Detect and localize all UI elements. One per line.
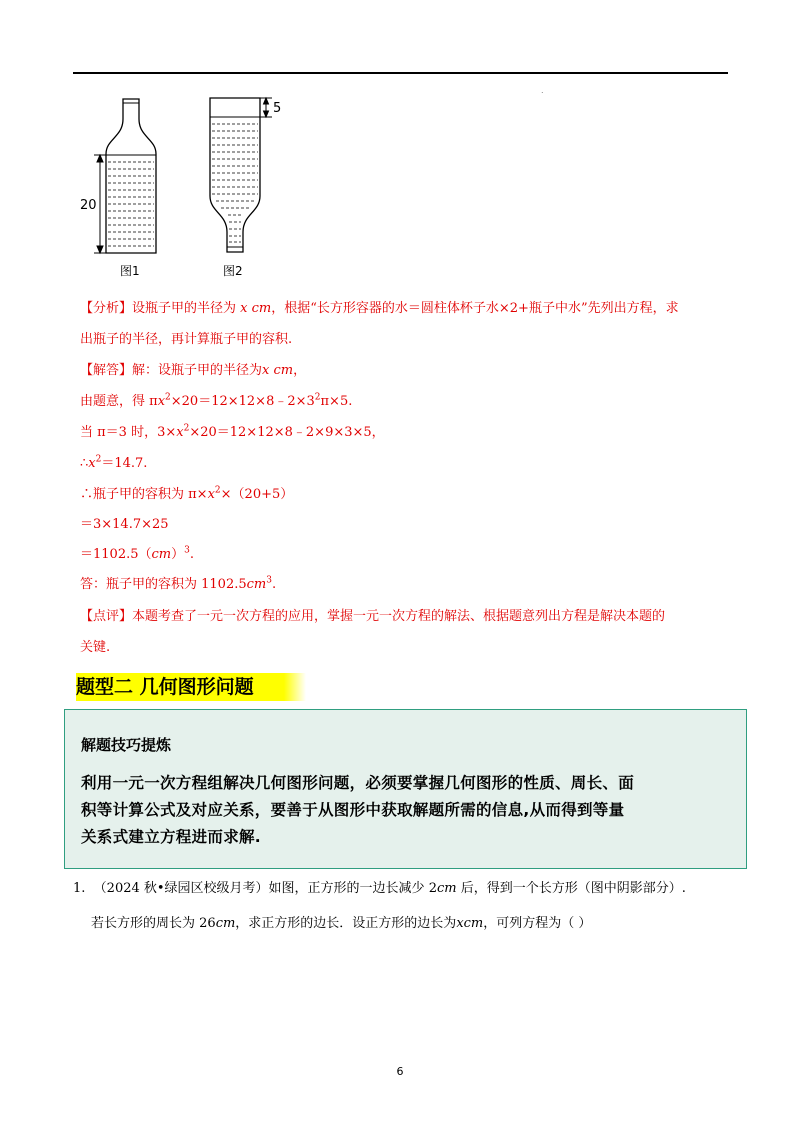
final-answer: 答：瓶子甲的容积为 $1102.5cm^3$. (80, 575, 277, 592)
question-number: 1. (73, 881, 86, 896)
caption-figure-1: 图1 (120, 264, 140, 278)
tips-box (64, 709, 747, 869)
bottle-1-water (106, 155, 156, 246)
equation-4: ∴瓶子甲的容积为 $\pi\times x^2\times(20+5)$ (80, 485, 294, 502)
bottle-diagram (80, 92, 300, 282)
comment-tag: 【点评】 (80, 609, 133, 624)
section-heading: 题型二 几何图形问题 (76, 673, 306, 701)
header-mark: . (541, 86, 544, 95)
comment-line-2: 关键. (80, 640, 111, 655)
dim-arrow-5 (260, 98, 272, 117)
analysis-line-1: 【分析】设瓶子甲的半径为 x cm，根据“长方形容器的水＝圆柱体杯子水×2+瓶子中水”先列出方程，求 (80, 301, 679, 316)
bottle-2-water (210, 117, 260, 242)
bottle-figure (80, 92, 300, 282)
comment-line-1: 【点评】本题考查了一元一次方程的应用，掌握一元一次方程的解法、根据题意列出方程是解决本题的 (80, 609, 666, 624)
dim-label-20: 20 (80, 198, 97, 213)
equation-6: ＝1102.5（cm）$^3$. (80, 545, 194, 562)
question-1-line-2: 若长方形的周长为 26cm，求正方形的边长．设正方形的边长为xcm，可列方程为（ ） (91, 916, 592, 931)
header-rule (73, 72, 728, 74)
equation-3: $\therefore x^2=14.7$. (80, 454, 148, 471)
tips-title: 解题技巧提炼 (81, 736, 172, 754)
answer-intro: 【解答】解：设瓶子甲的半径为x cm， (80, 363, 307, 378)
page-number: 6 (396, 1065, 404, 1078)
dim-label-5: 5 (273, 101, 282, 116)
analysis-tag: 【分析】 (80, 301, 133, 316)
equation-2: 当 π＝3 时，$3\times x^2\times 20=12\times 12\times 8﹣2\times 9\times 3\times 5$， (80, 423, 385, 440)
answer-tag: 【解答】 (80, 363, 133, 378)
tips-line-2: 积等计算公式及对应关系，要善于从图形中获取解题所需的信息,从而得到等量 (81, 801, 625, 819)
question-1-line-1: 1. （2024 秋•绿园区校级月考）如图，正方形的一边长减少 2cm 后，得到一个长方形（图中阴影部分）. (73, 881, 686, 896)
equation-1: 由题意，得 $\pi x^2\times 20=12\times 12\times 8﹣2\times 3^2\pi\times 5$. (80, 392, 353, 409)
tips-line-1: 利用一元一次方程组解决几何图形问题，必须要掌握几何图形的性质、周长、面 (81, 774, 635, 792)
caption-figure-2: 图2 (223, 264, 243, 278)
tips-line-3: 关系式建立方程进而求解. (81, 828, 261, 846)
equation-5: ＝3×14.7×25 (80, 517, 169, 532)
analysis-line-2: 出瓶子的半径，再计算瓶子甲的容积. (80, 332, 293, 347)
